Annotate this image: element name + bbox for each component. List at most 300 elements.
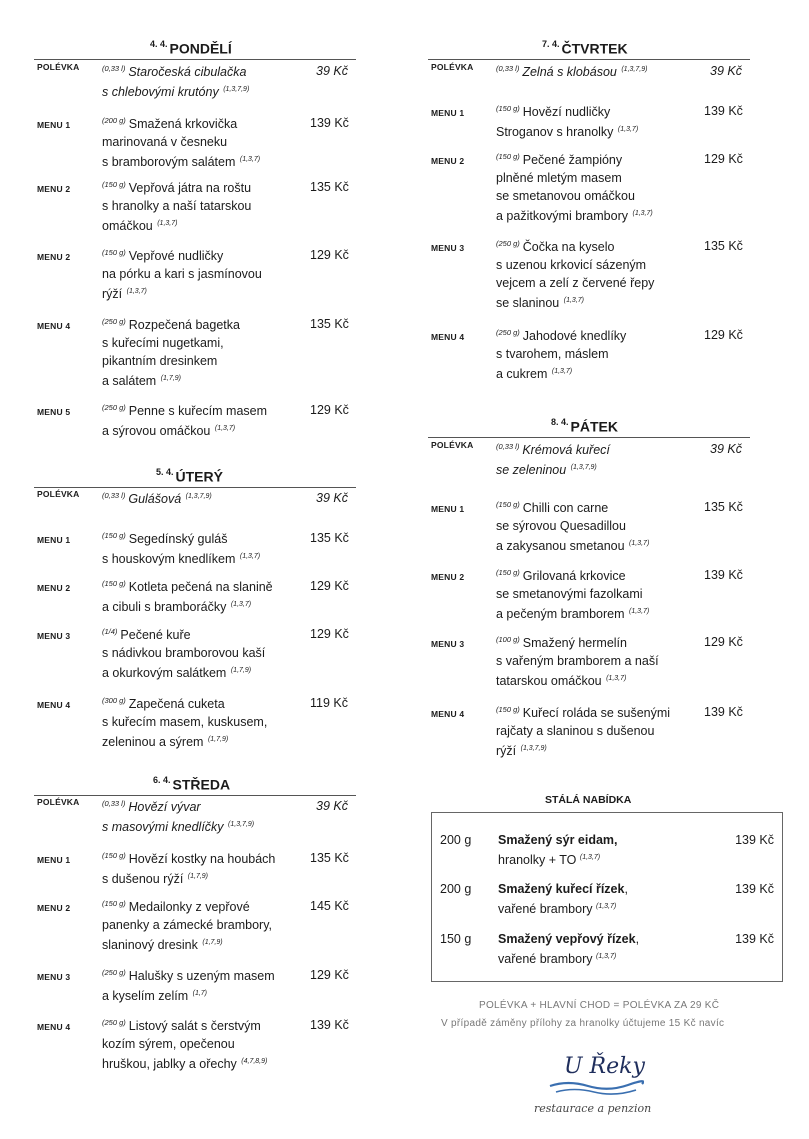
dish-text: Stroganov s hranolky — [496, 125, 614, 139]
dish-line — [102, 1053, 267, 1073]
dish-text: Zelná s klobásou — [522, 65, 617, 79]
dish-price: 145 Kč — [310, 899, 349, 913]
dish-line — [102, 176, 251, 197]
logo-name: U Řeky — [564, 1054, 645, 1079]
dish-text: Gulášová — [128, 492, 182, 506]
portion-size: (250 g) — [102, 968, 126, 977]
dish-description — [102, 895, 272, 954]
day-date: 5. 4. — [156, 467, 174, 477]
dish-line — [102, 916, 272, 934]
dish-line — [102, 399, 267, 420]
menu-label: MENU 3 — [431, 639, 465, 649]
dish-line — [102, 527, 260, 548]
dish-description — [102, 795, 254, 836]
dish-text: pikantním dresinkem — [102, 354, 218, 368]
allergens: (1,7,9) — [230, 667, 252, 674]
portion-size: (150 g) — [496, 500, 520, 509]
dish-text: zeleninou a sýrem — [102, 735, 204, 749]
day-title-monday — [150, 40, 232, 57]
portion-size: (0,33 l) — [102, 799, 126, 808]
day-name: ÚTERÝ — [175, 468, 223, 485]
menu-label: MENU 4 — [431, 709, 465, 719]
allergens: (1,3,7,9) — [570, 464, 597, 471]
soup-label: POLÉVKA — [37, 489, 80, 499]
dish-line — [102, 644, 265, 662]
dish-price: 129 Kč — [310, 968, 349, 982]
dish-text: a zakysanou smetanou — [496, 539, 625, 553]
dish-text: Čočka na kyselo — [522, 240, 615, 254]
dish-description — [102, 1014, 267, 1073]
dish-description — [496, 631, 659, 690]
menu-label: MENU 2 — [431, 156, 465, 166]
item-side: vařené brambory — [498, 902, 593, 916]
dish-text: panenky a zámecké brambory, — [102, 918, 272, 932]
dish-price: 135 Kč — [704, 500, 743, 514]
menu-label: MENU 1 — [37, 855, 71, 865]
dish-text: plněné mletým masem — [496, 171, 622, 185]
dish-price: 139 Kč — [310, 116, 349, 130]
portion-size: (250 g) — [496, 239, 520, 248]
menu-label: MENU 1 — [431, 108, 465, 118]
item-name-suffix: , — [624, 882, 628, 896]
dish-text: omáčkou — [102, 219, 153, 233]
dish-text: s vařeným bramborem a naší — [496, 654, 659, 668]
dish-text: Pečené kuře — [120, 628, 191, 642]
allergens: (1,3,7) — [551, 368, 573, 375]
menu-label: MENU 5 — [37, 407, 71, 417]
dish-price: 139 Kč — [704, 705, 743, 719]
menu-label: MENU 2 — [431, 572, 465, 582]
soup-label: POLÉVKA — [431, 440, 474, 450]
dish-price: 129 Kč — [310, 248, 349, 262]
dish-line — [102, 964, 275, 985]
dish-line — [496, 701, 670, 722]
menu-label: MENU 3 — [37, 631, 71, 641]
dish-text: marinovaná v česneku — [102, 135, 228, 149]
allergens: (1,3,7) — [214, 425, 236, 432]
portion-size: (150 g) — [496, 705, 520, 714]
dish-line — [102, 487, 212, 508]
river-wave-icon — [548, 1080, 644, 1096]
dish-text: Rozpečená bagetka — [128, 318, 240, 332]
dish-description — [102, 112, 260, 171]
dish-price: 39 Kč — [710, 64, 742, 78]
dish-line — [102, 370, 240, 390]
dish-text: Kuřecí roláda se sušenými — [522, 706, 671, 720]
day-title-friday — [551, 418, 618, 435]
menu-label: MENU 1 — [431, 504, 465, 514]
dish-line — [496, 60, 647, 81]
dish-text: na pórku a kari s jasmínovou — [102, 267, 262, 281]
dish-price: 135 Kč — [310, 531, 349, 545]
dish-description — [102, 60, 249, 101]
dish-line — [102, 352, 240, 370]
dish-line — [102, 662, 265, 682]
day-title-tuesday — [156, 468, 223, 485]
portion-size: (0,33 l) — [102, 491, 126, 500]
dish-price: 119 Kč — [310, 696, 348, 710]
allergens: (1,7,9) — [202, 939, 223, 946]
dish-description — [102, 527, 260, 568]
portion-size: (250 g) — [102, 403, 126, 412]
allergens: (1,3,7) — [157, 220, 178, 227]
day-title-wednesday — [153, 776, 230, 793]
dish-description — [496, 235, 654, 312]
portion-size: (150 g) — [102, 531, 126, 540]
dish-line — [496, 652, 659, 670]
dish-price: 39 Kč — [316, 64, 348, 78]
dish-price: 129 Kč — [704, 635, 743, 649]
dish-description — [496, 100, 638, 141]
dish-line — [102, 816, 254, 836]
dish-price: 139 Kč — [310, 1018, 349, 1032]
day-date: 4. 4. — [150, 39, 168, 49]
dish-text: Staročeská cibulačka — [128, 65, 247, 79]
dish-price: 139 Kč — [704, 104, 743, 118]
allergens: (1,3,7) — [632, 210, 653, 217]
soup-label: POLÉVKA — [37, 797, 80, 807]
item-name: Smažený sýr eidam, — [498, 833, 618, 847]
portion-size: (0,33 l) — [102, 64, 126, 73]
dish-price: 135 Kč — [310, 851, 349, 865]
item-name: Smažený vepřový řízek — [498, 932, 636, 946]
item-price: 139 Kč — [735, 932, 774, 946]
dish-description — [102, 399, 267, 440]
portion-size: (250 g) — [102, 1018, 126, 1027]
dish-line — [102, 244, 262, 265]
dish-text: s hranolky a naší tatarskou — [102, 199, 252, 213]
dish-text: se smetanovými fazolkami — [496, 587, 643, 601]
dish-line — [102, 313, 240, 334]
dish-description — [496, 438, 610, 479]
dish-description — [102, 313, 240, 390]
dish-line — [496, 564, 649, 585]
dish-text: Jahodové knedlíky — [522, 329, 627, 343]
dish-line — [102, 868, 275, 888]
dish-line — [102, 1014, 267, 1035]
allergens: (1,3,7) — [126, 288, 147, 295]
weight: 150 g — [440, 932, 472, 946]
dish-text: hruškou, jablky a ořechy — [102, 1057, 237, 1071]
dish-text: Penne s kuřecím masem — [128, 404, 268, 418]
menu-label: MENU 1 — [37, 120, 71, 130]
dish-text: s kuřecím masem, kuskusem, — [102, 715, 268, 729]
dish-price: 39 Kč — [316, 491, 348, 505]
allergens: (1,3,7) — [239, 156, 261, 163]
dish-text: tatarskou omáčkou — [496, 674, 602, 688]
dish-line — [496, 148, 653, 169]
dish-text: Kotleta pečená na slanině — [128, 580, 273, 594]
dish-text: Hovězí vývar — [128, 800, 201, 814]
dish-text: s chlebovými krutóny — [102, 85, 219, 99]
dish-description — [496, 701, 670, 760]
dish-line — [102, 334, 240, 352]
portion-size: (1/4) — [102, 627, 118, 636]
menu-label: MENU 4 — [431, 332, 465, 342]
item-side: vařené brambory — [498, 952, 593, 966]
dish-description — [496, 148, 653, 225]
dish-line — [496, 100, 638, 121]
allergens: (1,3,7,9) — [223, 86, 250, 93]
portion-size: (150 g) — [102, 579, 126, 588]
dish-line — [102, 575, 273, 596]
logo-subtitle: restaurace a penzion — [534, 1102, 652, 1115]
menu-label: MENU 3 — [431, 243, 465, 253]
allergens: (1,7,9) — [207, 736, 229, 743]
dish-description — [102, 575, 273, 616]
dish-text: rýží — [102, 287, 123, 301]
allergens: (1,3,7) — [606, 675, 627, 682]
dish-line — [496, 121, 638, 141]
dish-text: a pečeným bramborem — [496, 607, 625, 621]
dish-text: Chilli con carne — [522, 501, 609, 515]
footer-note-soup: POLÉVKA + HLAVNÍ CHOD = POLÉVKA ZA 29 KČ — [479, 1000, 720, 1011]
dish-text: a salátem — [102, 374, 157, 388]
menu-label: MENU 2 — [37, 252, 71, 262]
dish-line — [102, 847, 275, 868]
dish-text: se smetanovou omáčkou — [496, 189, 635, 203]
dish-text: s houskovým knedlíkem — [102, 552, 236, 566]
dish-price: 135 Kč — [310, 180, 349, 194]
dish-line — [496, 740, 670, 760]
dish-text: s uzenou krkovicí sázeným — [496, 258, 647, 272]
allergens: (1,3,7) — [563, 297, 584, 304]
dish-price: 129 Kč — [704, 152, 743, 166]
allergens: (1,3,7) — [239, 553, 261, 560]
portion-size: (150 g) — [102, 248, 126, 257]
dish-price: 129 Kč — [704, 328, 743, 342]
menu-label: MENU 1 — [37, 535, 71, 545]
dish-description — [102, 244, 262, 303]
day-date: 6. 4. — [153, 775, 171, 785]
standing-offer-box — [431, 812, 783, 982]
allergens: (1,3,7,9) — [185, 493, 212, 500]
dish-description — [102, 847, 275, 888]
dish-text: Segedínský guláš — [128, 532, 228, 546]
dish-line — [496, 205, 653, 225]
day-name: PÁTEK — [570, 418, 618, 435]
dish-line — [102, 713, 267, 731]
dish-line — [496, 438, 610, 459]
dish-text: s nádivkou bramborovou kaší — [102, 646, 266, 660]
dish-text: vejcem a zelí z červené řepy — [496, 276, 655, 290]
portion-size: (150 g) — [496, 152, 520, 161]
dish-line — [496, 169, 653, 187]
dish-line — [496, 603, 649, 623]
dish-description — [102, 623, 265, 682]
soup-label: POLÉVKA — [431, 62, 474, 72]
standing-offer-title: STÁLÁ NABÍDKA — [545, 794, 632, 806]
standing-offer-item — [498, 930, 639, 968]
dish-text: s kuřecími nugetkami, — [102, 336, 224, 350]
dish-line — [496, 324, 626, 345]
dish-description — [496, 496, 649, 555]
portion-size: (0,33 l) — [496, 64, 520, 73]
dish-line — [102, 596, 273, 616]
item-name: Smažený kuřecí řízek — [498, 882, 625, 896]
dish-text: slaninový dresink — [102, 938, 198, 952]
dish-line — [496, 274, 654, 292]
dish-text: Krémová kuřecí — [522, 443, 610, 457]
dish-text: Halušky s uzeným masem — [128, 969, 275, 983]
dish-line — [496, 585, 649, 603]
dish-line — [496, 187, 653, 205]
dish-description — [496, 564, 649, 623]
portion-size: (150 g) — [496, 568, 520, 577]
portion-size: (150 g) — [102, 899, 126, 908]
portion-size: (300 g) — [102, 696, 126, 705]
dish-text: a sýrovou omáčkou — [102, 424, 211, 438]
allergens: (1,3,7) — [579, 854, 601, 861]
allergens: (1,3,7,9) — [621, 66, 648, 73]
dish-line — [102, 60, 249, 81]
dish-text: a kyselím zelím — [102, 989, 189, 1003]
portion-size: (150 g) — [102, 180, 126, 189]
dish-line — [102, 1035, 267, 1053]
dish-text: Smažený hermelín — [522, 636, 627, 650]
dish-line — [496, 256, 654, 274]
dish-price: 39 Kč — [710, 442, 742, 456]
dish-text: a cukrem — [496, 367, 548, 381]
allergens: (1,3,7,9) — [520, 745, 547, 752]
dish-line — [102, 420, 267, 440]
allergens: (1,3,7) — [629, 540, 650, 547]
dish-text: Vepřové nudličky — [128, 249, 224, 263]
dish-line — [102, 692, 267, 713]
dish-line — [496, 345, 626, 363]
portion-size: (0,33 l) — [496, 442, 520, 451]
menu-label: MENU 2 — [37, 903, 71, 913]
allergens: (4,7,8,9) — [241, 1058, 268, 1065]
dish-text: se zeleninou — [496, 463, 567, 477]
dish-price: 139 Kč — [704, 568, 743, 582]
allergens: (1,7) — [192, 990, 208, 997]
dish-price: 135 Kč — [704, 239, 743, 253]
portion-size: (250 g) — [496, 328, 520, 337]
dish-text: s dušenou rýží — [102, 872, 184, 886]
day-name: STŘEDA — [172, 776, 231, 793]
dish-line — [496, 722, 670, 740]
item-price: 139 Kč — [735, 882, 774, 896]
dish-line — [102, 548, 260, 568]
dish-line — [102, 934, 272, 954]
dish-line — [102, 112, 260, 133]
allergens: (1,3,7) — [595, 903, 617, 910]
day-name: PONDĚLÍ — [169, 40, 232, 57]
dish-text: Listový salát s čerstvým — [128, 1019, 261, 1033]
dish-price: 129 Kč — [310, 403, 349, 417]
dish-line — [496, 631, 659, 652]
day-date: 7. 4. — [542, 39, 560, 49]
menu-label: MENU 3 — [37, 972, 71, 982]
dish-price: 129 Kč — [310, 579, 349, 593]
dish-line — [102, 151, 260, 171]
menu-label: MENU 2 — [37, 583, 71, 593]
dish-price: 129 Kč — [310, 627, 349, 641]
dish-text: se sýrovou Quesadillou — [496, 519, 626, 533]
dish-text: rýží — [496, 744, 517, 758]
allergens: (1,3,7) — [230, 601, 252, 608]
dish-price: 135 Kč — [310, 317, 349, 331]
portion-size: (150 g) — [102, 851, 126, 860]
dish-line — [102, 197, 251, 215]
dish-text: Hovězí nudličky — [522, 105, 611, 119]
allergens: (1,7,9) — [187, 873, 209, 880]
dish-text: a pažitkovými brambory — [496, 209, 628, 223]
dish-line — [102, 133, 260, 151]
day-name: ČTVRTEK — [561, 40, 628, 57]
dish-line — [496, 292, 654, 312]
item-price: 139 Kč — [735, 833, 774, 847]
dish-line — [496, 235, 654, 256]
dish-line — [496, 535, 649, 555]
allergens: (1,3,7) — [595, 953, 617, 960]
dish-description — [102, 487, 212, 508]
dish-description — [102, 692, 267, 751]
allergens: (1,7,9) — [160, 375, 181, 382]
standing-offer-item — [498, 880, 628, 918]
dish-description — [496, 60, 647, 81]
menu-label: MENU 4 — [37, 700, 71, 710]
dish-text: Vepřová játra na roštu — [128, 181, 252, 195]
dish-line — [102, 895, 272, 916]
dish-line — [496, 363, 626, 383]
restaurant-logo — [520, 1052, 670, 1127]
weight: 200 g — [440, 833, 472, 847]
dish-line — [102, 283, 262, 303]
dish-text: rajčaty a slaninou s dušenou — [496, 724, 655, 738]
footer-note-fries: V případě záměny přílohy za hranolky účtujeme 15 Kč navíc — [441, 1018, 725, 1029]
menu-label: MENU 4 — [37, 321, 71, 331]
dish-price: 39 Kč — [316, 799, 348, 813]
dish-text: Zapečená cuketa — [128, 697, 225, 711]
portion-size: (250 g) — [102, 317, 126, 326]
dish-description — [102, 964, 275, 1005]
menu-label: MENU 4 — [37, 1022, 71, 1032]
menu-label: MENU 2 — [37, 184, 71, 194]
weight: 200 g — [440, 882, 472, 896]
soup-label: POLÉVKA — [37, 62, 80, 72]
dish-text: a okurkovým salátkem — [102, 666, 227, 680]
standing-offer-item — [498, 831, 618, 869]
dish-text: s masovými knedlíčky — [102, 820, 224, 834]
dish-line — [496, 670, 659, 690]
allergens: (1,3,7) — [617, 126, 639, 133]
dish-line — [102, 623, 265, 644]
portion-size: (200 g) — [102, 116, 126, 125]
dish-line — [496, 459, 610, 479]
dish-text: Grilovaná krkovice — [522, 569, 626, 583]
dish-text: s tvarohem, máslem — [496, 347, 609, 361]
dish-text: a cibuli s bramboráčky — [102, 600, 227, 614]
allergens: (1,3,7) — [629, 608, 650, 615]
dish-description — [102, 176, 251, 235]
dish-description — [496, 324, 626, 383]
dish-line — [102, 985, 275, 1005]
dish-text: Medailonky z vepřové — [128, 900, 250, 914]
item-side: hranolky + TO — [498, 853, 577, 867]
portion-size: (150 g) — [496, 104, 520, 113]
dish-text: kozím sýrem, opečenou — [102, 1037, 235, 1051]
day-title-thursday — [542, 40, 628, 57]
dish-text: Pečené žampióny — [522, 153, 623, 167]
dish-line — [102, 265, 262, 283]
dish-line — [496, 517, 649, 535]
dish-line — [496, 496, 649, 517]
dish-line — [102, 731, 267, 751]
day-date: 8. 4. — [551, 417, 569, 427]
dish-line — [102, 81, 249, 101]
